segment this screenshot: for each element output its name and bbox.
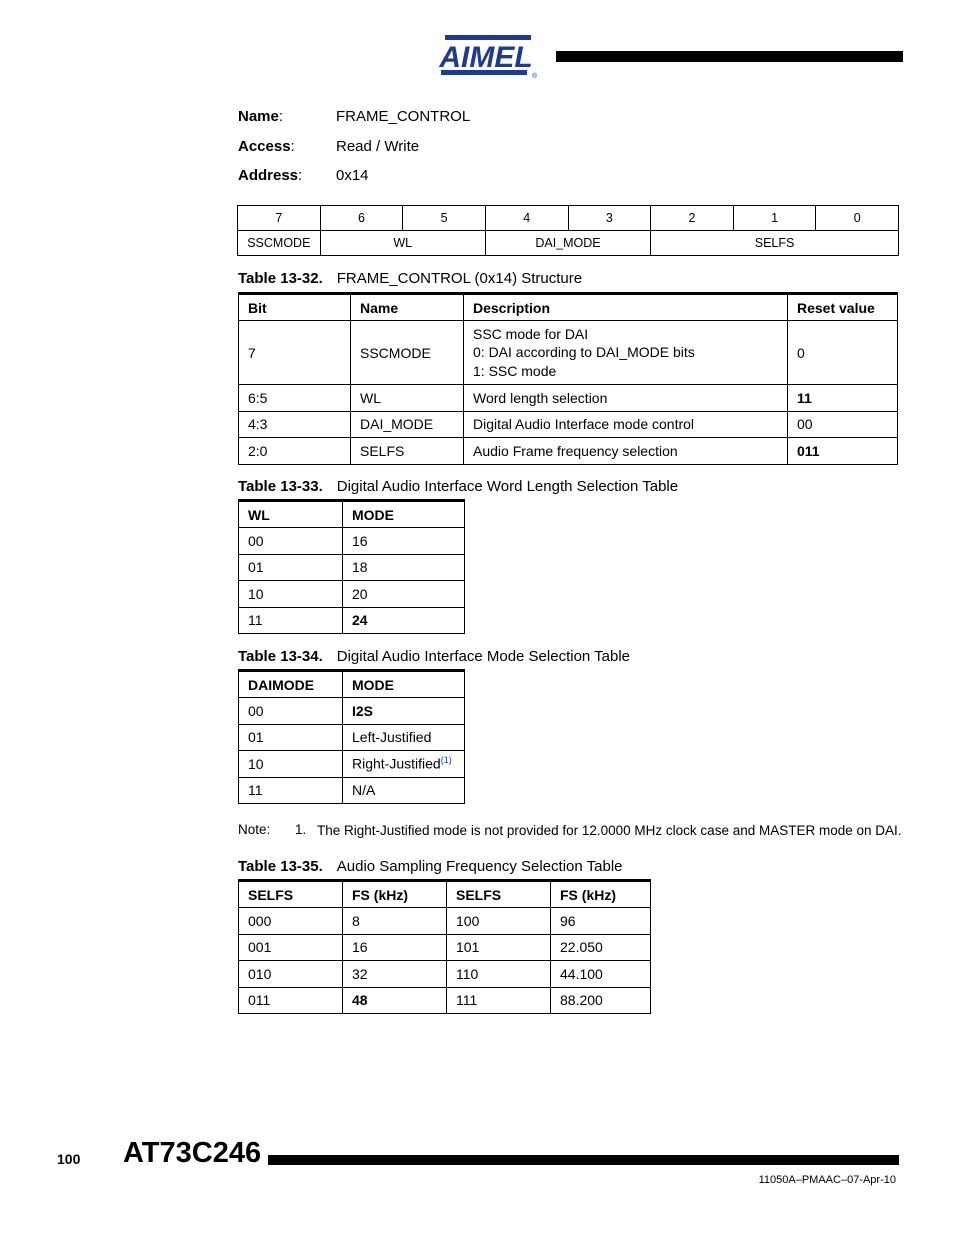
table-row (239, 581, 465, 608)
description-line: SSC mode for DAI (473, 325, 589, 342)
col-header: Reset value (788, 294, 898, 321)
caption-number: Table 13-34. (238, 648, 323, 665)
bit-field-row (238, 231, 899, 256)
col-header: SELFS (239, 881, 343, 908)
name-cell: SELFS (351, 438, 464, 465)
header-bar (556, 51, 903, 62)
col-header: WL (239, 501, 343, 528)
bit-cell: 2:0 (239, 438, 351, 465)
table-row (239, 961, 651, 988)
table-row (239, 411, 898, 438)
name-cell: WL (351, 385, 464, 412)
bit-number: 1 (733, 206, 816, 231)
bit-field: SELFS (651, 231, 899, 256)
selfs-cell: 000 (239, 908, 343, 935)
access-value: Read / Write (336, 138, 420, 155)
col-header: MODE (343, 501, 465, 528)
name-value: FRAME_CONTROL (336, 108, 471, 125)
table-33 (238, 499, 465, 634)
fs-cell: 8 (343, 908, 447, 935)
name-cell: SSCMODE (351, 321, 464, 385)
wl-cell: 11 (239, 607, 343, 634)
col-header: FS (kHz) (551, 881, 651, 908)
wl-cell: 00 (239, 528, 343, 555)
bit-field: SSCMODE (238, 231, 321, 256)
atmel-logo (441, 33, 536, 79)
daimode-cell: 11 (239, 777, 343, 804)
table-row (239, 908, 651, 935)
table-row (239, 698, 465, 725)
product-name: AT73C246 (123, 1137, 262, 1169)
fs-cell: 22.050 (551, 934, 651, 961)
name-cell: DAI_MODE (351, 411, 464, 438)
description-cell: Digital Audio Interface mode control (464, 411, 788, 438)
note-text: The Right-Justified mode is not provided for 12.0000 MHz clock case and MASTER mode on DAI. (317, 823, 902, 838)
footer-bar (268, 1155, 899, 1165)
logo-wordmark: AIMEL (439, 41, 533, 74)
mode-cell: 24 (343, 607, 465, 634)
table-row (239, 934, 651, 961)
caption-number: Table 13-32. (238, 270, 323, 287)
table-row (239, 385, 898, 412)
table-row (239, 987, 651, 1014)
bit-number: 7 (238, 206, 321, 231)
fs-cell: 32 (343, 961, 447, 988)
bit-field: DAI_MODE (485, 231, 650, 256)
table-header-row (239, 881, 651, 908)
bit-number: 3 (568, 206, 651, 231)
svg-text:®: ® (532, 73, 538, 80)
table-35 (238, 879, 651, 1014)
col-header: MODE (343, 671, 465, 698)
reset-cell: 00 (788, 411, 898, 438)
fs-cell: 88.200 (551, 987, 651, 1014)
mode-cell: N/A (343, 777, 465, 804)
mode-cell: 18 (343, 554, 465, 581)
table-34-caption (238, 648, 630, 665)
page-number: 100 (57, 1151, 81, 1167)
selfs-cell: 010 (239, 961, 343, 988)
bitmap-table (237, 205, 899, 256)
selfs-cell: 001 (239, 934, 343, 961)
caption-title: Audio Sampling Frequency Selection Table (336, 858, 623, 875)
selfs-cell: 110 (447, 961, 551, 988)
document-reference: 11050A–PMAAC–07-Apr-10 (758, 1174, 896, 1186)
bit-number: 4 (485, 206, 568, 231)
wl-cell: 10 (239, 581, 343, 608)
table-header-row (239, 671, 465, 698)
bit-cell: 4:3 (239, 411, 351, 438)
caption-number: Table 13-33. (238, 478, 323, 495)
bit-number: 2 (651, 206, 734, 231)
table-row (239, 438, 898, 465)
reset-cell: 0 (788, 321, 898, 385)
table-33-caption (238, 478, 678, 495)
caption-title: Digital Audio Interface Mode Selection Table (336, 648, 631, 665)
mode-cell: 20 (343, 581, 465, 608)
footnote-link[interactable]: (1) (440, 755, 452, 766)
address-value: 0x14 (336, 167, 369, 184)
daimode-cell: 00 (239, 698, 343, 725)
wl-cell: 01 (239, 554, 343, 581)
mode-cell: 16 (343, 528, 465, 555)
bit-cell: 6:5 (239, 385, 351, 412)
table-35-caption (238, 858, 623, 875)
table-34 (238, 669, 465, 804)
description-line: 0: DAI according to DAI_MODE bits (473, 344, 695, 361)
table-row (239, 607, 465, 634)
table-header-row (239, 501, 465, 528)
mode-text: Right-Justified (352, 756, 441, 773)
selfs-cell: 111 (447, 987, 551, 1014)
table-row (239, 777, 465, 804)
selfs-cell: 100 (447, 908, 551, 935)
col-header: SELFS (447, 881, 551, 908)
reset-cell: 011 (788, 438, 898, 465)
note-number: 1. (295, 822, 307, 837)
col-header: Name (351, 294, 464, 321)
description-cell (464, 321, 788, 385)
table-row (239, 321, 898, 385)
bit-field: WL (320, 231, 485, 256)
daimode-cell: 01 (239, 724, 343, 751)
name-label: Name (238, 108, 279, 125)
access-label: Access (238, 138, 291, 155)
col-header: Bit (239, 294, 351, 321)
col-header: FS (kHz) (343, 881, 447, 908)
mode-cell: I2S (343, 698, 465, 725)
selfs-cell: 011 (239, 987, 343, 1014)
bit-cell: 7 (239, 321, 351, 385)
bit-number: 5 (403, 206, 486, 231)
bit-number: 6 (320, 206, 403, 231)
table-row (239, 724, 465, 751)
fs-cell: 44.100 (551, 961, 651, 988)
fs-cell: 96 (551, 908, 651, 935)
address-label: Address (238, 167, 299, 184)
caption-number: Table 13-35. (238, 858, 323, 875)
reset-cell: 11 (788, 385, 898, 412)
bit-number: 0 (816, 206, 899, 231)
table-32-caption (238, 270, 582, 287)
col-header: DAIMODE (239, 671, 343, 698)
description-cell: Word length selection (464, 385, 788, 412)
description-cell: Audio Frame frequency selection (464, 438, 788, 465)
table-header-row (239, 294, 898, 321)
table-row (239, 528, 465, 555)
daimode-cell: 10 (239, 751, 343, 778)
fs-cell: 16 (343, 934, 447, 961)
table-row (239, 751, 465, 778)
mode-cell: Left-Justified (343, 724, 465, 751)
table-row (239, 554, 465, 581)
fs-cell: 48 (343, 987, 447, 1014)
note-label: Note: (238, 822, 271, 837)
caption-title: FRAME_CONTROL (0x14) Structure (336, 270, 583, 287)
col-header: Description (464, 294, 788, 321)
mode-cell (343, 751, 465, 778)
caption-title: Digital Audio Interface Word Length Selection Table (336, 478, 679, 495)
bit-number-row (238, 206, 899, 231)
description-line: 1: SSC mode (473, 362, 557, 379)
selfs-cell: 101 (447, 934, 551, 961)
table-32 (238, 292, 898, 465)
